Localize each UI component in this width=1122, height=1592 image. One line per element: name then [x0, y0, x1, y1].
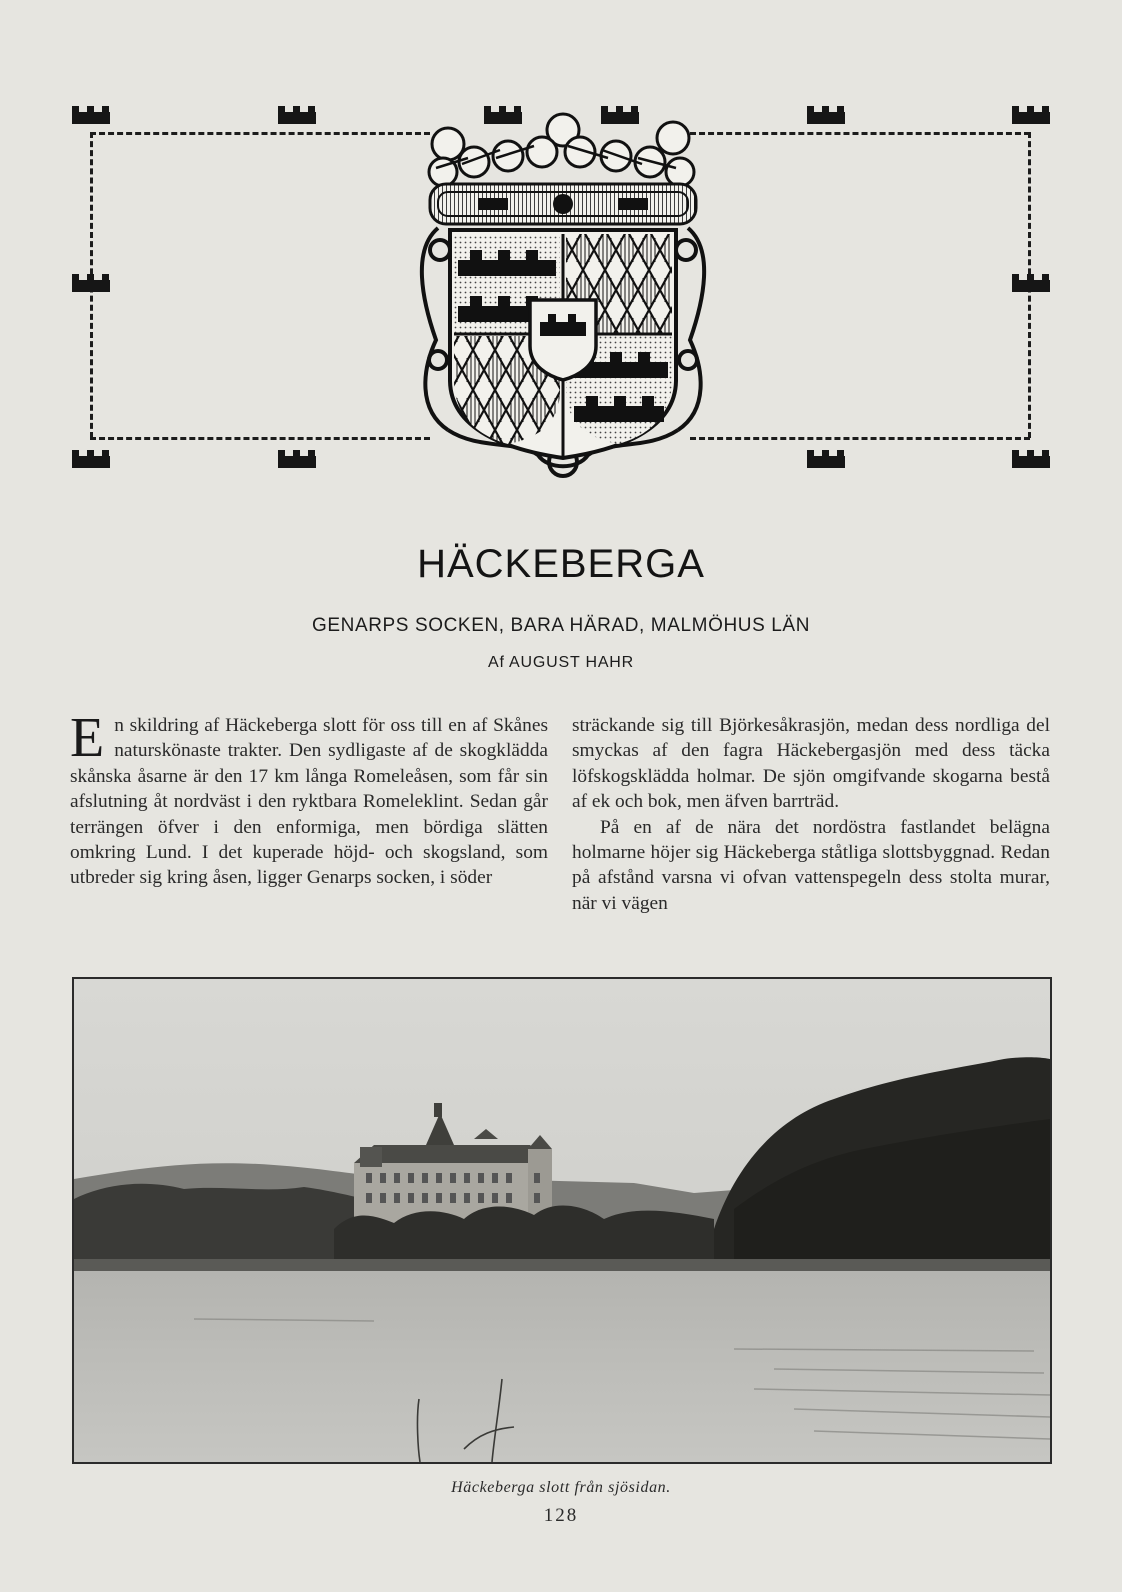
text-column-right [572, 713, 1050, 916]
frame-top-right [690, 132, 1030, 135]
battlement-icon [72, 456, 110, 468]
photo-caption: Häckeberga slott från sjösidan. [451, 1479, 671, 1496]
battlement-icon [72, 112, 110, 124]
article-title: HÄCKEBERGA [417, 542, 705, 586]
battlement-icon [72, 280, 110, 292]
drop-cap: E [70, 707, 105, 769]
article-subtitle: GENARPS SOCKEN, BARA HÄRAD, MALMÖHUS LÄN [311, 615, 811, 636]
frame-bottom-left [90, 437, 430, 440]
paragraph: På en af de nära det nordöstra fastlandet belägna holmarne höjer sig Häckeberga ståtliga slottsbyggnad. Redan på afstånd varsna vi ofvan vattenspegeln dess stolta murar, när vi vägen [572, 816, 1050, 914]
castle-by-lake-photo [72, 977, 1052, 1464]
battlement-icon [807, 112, 845, 124]
author-byline: Af AUGUST HAHR [487, 654, 635, 671]
frame-bottom-right [690, 437, 1030, 440]
battlement-icon [278, 112, 316, 124]
battlement-icon [1012, 112, 1050, 124]
paragraph: sträckande sig till Björkesåkrasjön, medan dess nordliga del smyckas af den fagra Häckebergasjön med dess täcka löfskogsklädda holmar. De sjön omgifvande skogarna bestå af ek och bok, men äfven barrträd. [572, 715, 1050, 813]
battlement-icon [1012, 456, 1050, 468]
frame-top-left [90, 132, 430, 135]
battlement-icon [278, 456, 316, 468]
battlement-icon [1012, 280, 1050, 292]
paragraph [70, 707, 548, 891]
text-column-left [70, 707, 548, 891]
coat-of-arms-icon [418, 110, 708, 482]
battlement-icon [807, 456, 845, 468]
paragraph-text: n skildring af Häckeberga slott för oss till en af Skånes naturskönaste trakter. Den sydligaste af de skogklädda skånska åsarne är den 17 km långa Romeleåsen, som får sin afslutning åt nordväst i den ryktbara Romeleklint. Sedan går terrängen öfver i den enformiga, men bördiga slätten omkring Lund. I det kuperade höjd- och skogsland, som utbreder sig kring åsen, ligger Genarps socken, i söder [70, 715, 548, 889]
page-number: 128 [543, 1505, 579, 1526]
